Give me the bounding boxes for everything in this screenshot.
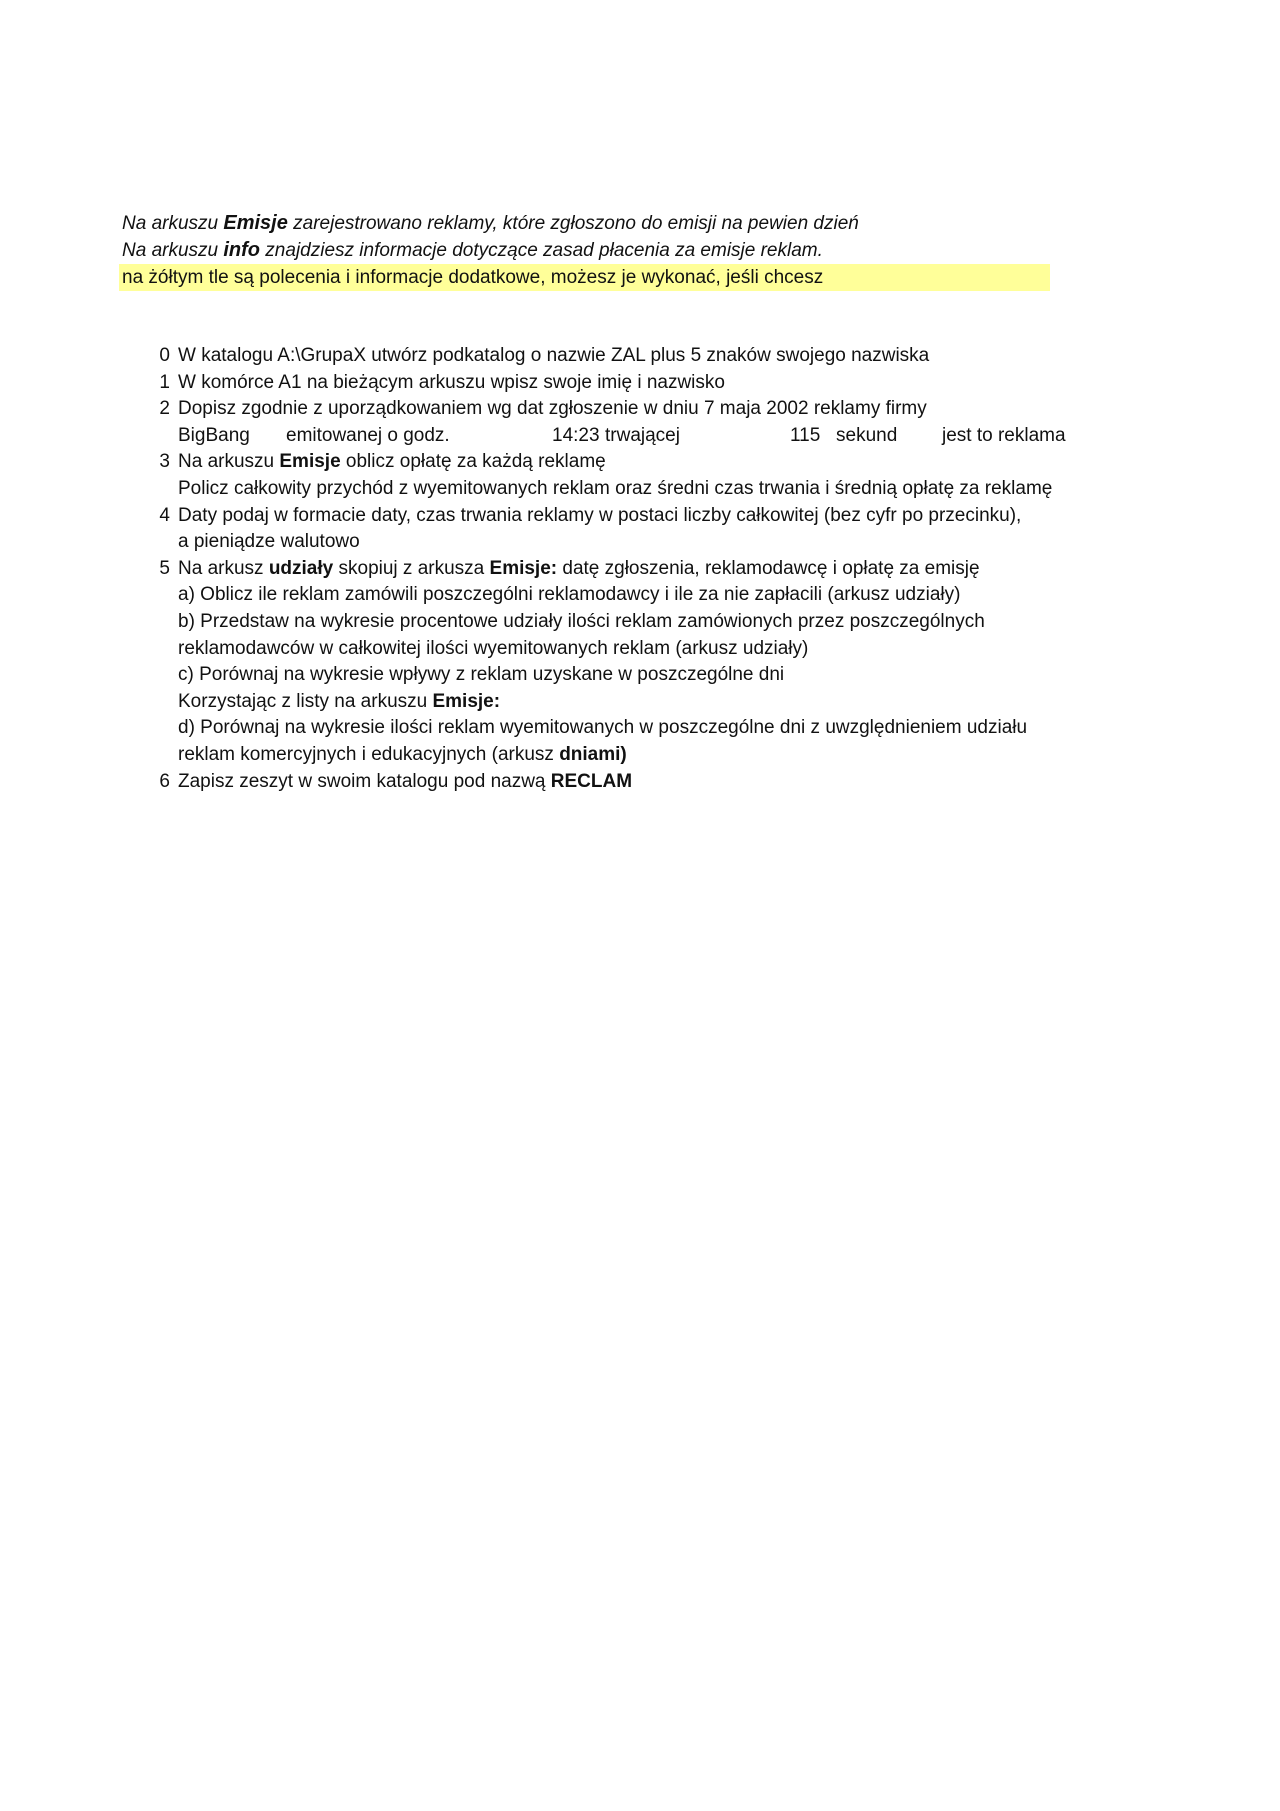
- company-name-cell: BigBang: [178, 424, 250, 446]
- sheet-name-emisje: Emisje:: [432, 690, 501, 712]
- sheet-name-dniami: dniami): [559, 743, 627, 765]
- task-4-line-2: [150, 529, 1158, 556]
- task-number: 6: [159, 770, 170, 792]
- task-text: Korzystając z listy na arkuszu Emisje:: [178, 690, 501, 712]
- time-value-cell: 14:23: [552, 424, 600, 446]
- intro-line-highlighted-note: na żółtym tle są polecenia i informacje dodatkowe, możesz je wykonać, jeśli chcesz: [119, 264, 1050, 291]
- task-number: 4: [159, 504, 170, 526]
- task-5d-line-2: [150, 742, 1158, 769]
- task-text: reklam komercyjnych i edukacyjnych (arkusz dniami): [178, 743, 627, 765]
- task-text: a pieniądze walutowo: [178, 531, 360, 553]
- task-6: [150, 769, 1158, 796]
- intro-block: [122, 210, 1052, 291]
- sheet-name-emisje: Emisje:: [489, 557, 558, 579]
- task-text: Policz całkowity przychód z wyemitowanych reklam oraz średni czas trwania i średnią opłatę za reklamę: [178, 477, 1053, 499]
- task-5: [150, 556, 1158, 583]
- task-1: [150, 370, 1158, 397]
- task-text: Dopisz zgodnie z uporządkowaniem wg dat zgłoszenie w dniu 7 maja 2002 reklamy firmy: [178, 398, 927, 420]
- task-3-line-2: [150, 476, 1158, 503]
- task-text: reklamodawców w całkowitej ilości wyemitowanych reklam (arkusz udziały): [178, 637, 809, 659]
- task-text: W katalogu A:\GrupaX utwórz podkatalog o nazwie ZAL plus 5 znaków swojego nazwiska: [178, 345, 930, 366]
- task-text: W komórce A1 na bieżącym arkuszu wpisz swoje imię i nazwisko: [178, 371, 725, 393]
- task-number: 0: [159, 345, 170, 366]
- task-text: b) Przedstaw na wykresie procentowe udziały ilości reklam zamówionych przez poszczególnych: [178, 610, 985, 632]
- task-2-fields: [150, 423, 1158, 450]
- task-text: Zapisz zeszyt w swoim katalogu pod nazwą RECLAM: [178, 770, 633, 792]
- sheet-name-emisje: Emisje: [279, 451, 341, 473]
- task-text: Na arkuszu Emisje oblicz opłatę za każdą reklamę: [178, 451, 606, 473]
- sheet-name-emisje: Emisje: [223, 212, 288, 234]
- task-5c: [150, 662, 1158, 689]
- task-list: [150, 343, 1158, 795]
- emitted-label-cell: emitowanej o godz.: [286, 424, 450, 446]
- task-number: 2: [159, 398, 170, 420]
- task-number: 5: [159, 557, 170, 579]
- task-text: a) Oblicz ile reklam zamówili poszczególni reklamodawcy i ile za nie zapłacili (arkusz udziały): [178, 584, 961, 606]
- task-number: 3: [159, 451, 170, 473]
- duration-label-cell: trwającej: [605, 424, 680, 446]
- intro-line-emisje: Na arkuszu Emisje zarejestrowano reklamy, które zgłoszono do emisji na pewien dzień: [122, 212, 859, 234]
- seconds-unit-cell: sekund: [836, 424, 898, 446]
- task-text: c) Porównaj na wykresie wpływy z reklam uzyskane w poszczególne dni: [178, 664, 785, 686]
- task-5-list-note: [150, 689, 1158, 716]
- sheet-name-info: info: [223, 239, 261, 261]
- workbook-name: RECLAM: [550, 770, 633, 792]
- task-text: d) Porównaj na wykresie ilości reklam wyemitowanych w poszczególne dni z uwzględnieniem udziału: [178, 717, 1028, 739]
- task-text: Daty podaj w formacie daty, czas trwania reklamy w postaci liczby całkowitej (bez cyfr po przecinku),: [178, 504, 1022, 526]
- task-5b: [150, 609, 1158, 636]
- seconds-value-cell: 115: [790, 424, 821, 446]
- task-3: [150, 449, 1158, 476]
- task-5a: [150, 582, 1158, 609]
- task-5b-line-2: [150, 636, 1158, 663]
- task-text: Na arkusz udziały skopiuj z arkusza Emisje: datę zgłoszenia, reklamodawcę i opłatę za emisję: [178, 557, 980, 579]
- task-number: 1: [159, 371, 170, 393]
- intro-line-info: Na arkuszu info znajdziesz informacje dotyczące zasad płacenia za emisje reklam.: [122, 239, 823, 261]
- task-5d: [150, 715, 1158, 742]
- task-0: [150, 343, 1158, 370]
- task-2: [150, 396, 1158, 423]
- task-4: [150, 503, 1158, 530]
- ad-type-label-cell: jest to reklama: [942, 424, 1066, 446]
- sheet-name-udzialy: udziały: [268, 557, 334, 579]
